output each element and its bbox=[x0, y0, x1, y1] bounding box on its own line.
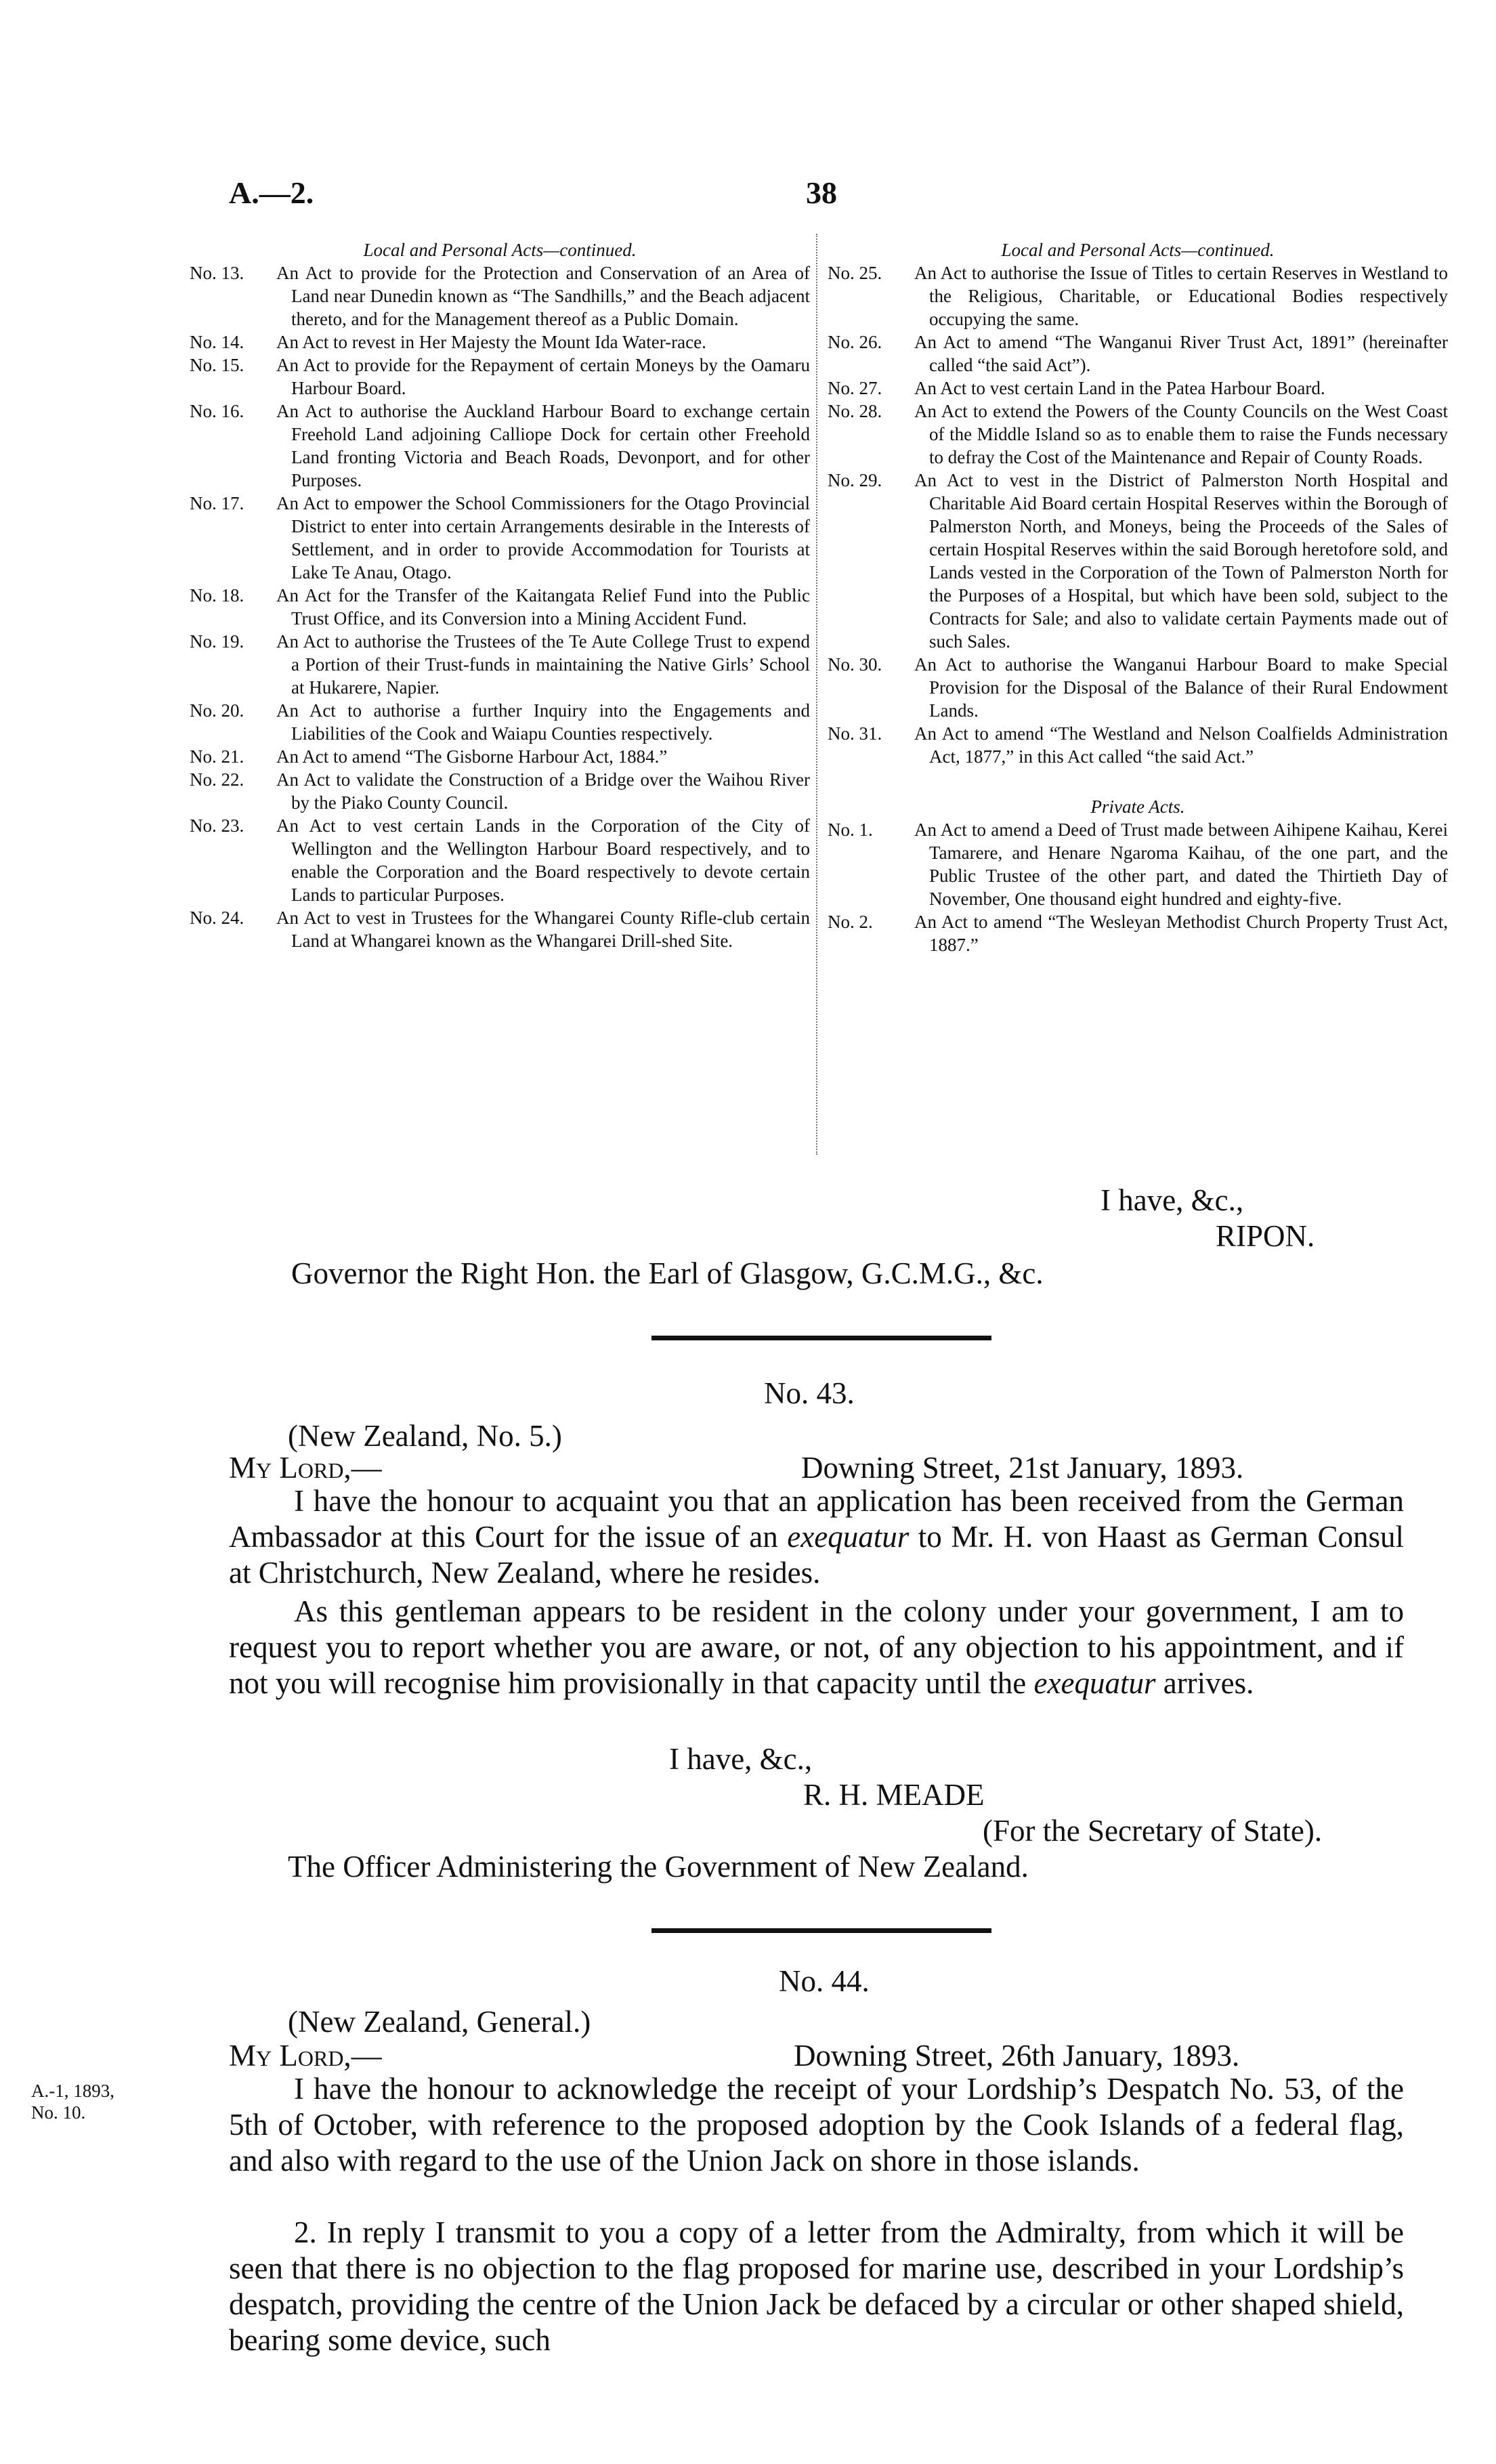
left-column bbox=[190, 238, 810, 952]
despatch-44-paragraph-1: I have the honour to acknowledge the receipt of your Lordship’s Despatch No. 53, of the 5th of October, with reference to the proposed adoption by the Cook Islands of a federal flag, and also with regard to the use of the Union Jack on shore in those islands. bbox=[229, 2072, 1404, 2178]
despatch-43-reference: (New Zealand, No. 5.) bbox=[288, 1419, 562, 1453]
act-title: An Act to authorise a further Inquiry into the Engagements and Liabilities of the Cook and Waiapu Counties respectively. bbox=[276, 700, 810, 744]
act-title: An Act to revest in Her Majesty the Mount Ida Water-race. bbox=[276, 332, 706, 352]
left-acts-list bbox=[190, 261, 810, 952]
act-entry bbox=[190, 354, 810, 400]
left-column-title: Local and Personal Acts—continued. bbox=[363, 240, 637, 260]
act-entry bbox=[190, 331, 810, 354]
act-number: No. 30. bbox=[828, 654, 882, 675]
act-number: No. 19. bbox=[190, 631, 244, 652]
act-number: No. 20. bbox=[190, 700, 244, 721]
right-acts-list bbox=[828, 261, 1448, 768]
act-number: No. 2. bbox=[828, 912, 873, 932]
act-number: No. 17. bbox=[190, 493, 244, 513]
act-number: No. 18. bbox=[190, 585, 244, 606]
act-number: No. 29. bbox=[828, 470, 882, 490]
margin-reference-line-1: A.-1, 1893, bbox=[31, 2081, 114, 2101]
act-title: An Act to provide for the Protection and Conservation of an Area of Land near Dunedin known as “The Sandhills,” and the Beach adjacent thereto, and for the Management thereof as a Public Domain. bbox=[276, 263, 810, 329]
section-divider-2 bbox=[651, 1928, 991, 1933]
act-title: An Act to authorise the Issue of Titles to certain Reserves in Westland to the Religious, Charitable, or Educational Bodies respectively occupying the same. bbox=[914, 263, 1448, 329]
act-title: An Act to extend the Powers of the County Councils on the West Coast of the Middle Island so as to enable them to raise the Funds necessary to defray the Cost of the Maintenance and Repair of County Roads. bbox=[914, 401, 1448, 467]
despatch-43-paragraph-2: As this gentleman appears to be resident in the colony under your government, I am to request you to report whether you are aware, or not, of any objection to his appointment, and if not you will recognise him provisionally in that capacity until the exequatur arrives. bbox=[229, 1594, 1404, 1700]
section-divider bbox=[651, 1336, 991, 1340]
act-number: No. 21. bbox=[190, 746, 244, 767]
act-entry bbox=[828, 722, 1448, 768]
act-number: No. 25. bbox=[828, 263, 882, 283]
act-entry bbox=[828, 653, 1448, 722]
act-entry bbox=[190, 745, 810, 768]
page-number: 38 bbox=[806, 175, 837, 210]
act-entry bbox=[828, 377, 1448, 400]
act-entry bbox=[190, 584, 810, 630]
act-number: No. 26. bbox=[828, 332, 882, 352]
act-entry bbox=[190, 699, 810, 745]
act-title: An Act to authorise the Trustees of the Te Aute College Trust to expend a Portion of their Trust-funds in maintaining the Native Girls’ School at Hukarere, Napier. bbox=[276, 631, 810, 698]
act-entry bbox=[828, 331, 1448, 377]
act-entry bbox=[190, 400, 810, 492]
act-entry bbox=[190, 261, 810, 331]
act-title: An Act to vest in Trustees for the Whangarei County Rifle-club certain Land at Whangarei known as the Whangarei Drill-shed Site. bbox=[276, 908, 810, 951]
act-entry bbox=[828, 818, 1448, 910]
act-title: An Act to amend “The Wesleyan Methodist Church Property Trust Act, 1887.” bbox=[914, 912, 1448, 955]
act-title: An Act to amend “The Wanganui River Trust Act, 1891” (hereinafter called “the said Act”). bbox=[914, 332, 1448, 375]
act-entry bbox=[828, 469, 1448, 653]
despatch-43-i-have: I have, &c., bbox=[669, 1742, 813, 1776]
act-number: No. 16. bbox=[190, 401, 244, 421]
private-acts-list bbox=[828, 818, 1448, 956]
private-acts-title: Private Acts. bbox=[1090, 796, 1185, 817]
act-title: An Act for the Transfer of the Kaitangata Relief Fund into the Public Trust Office, and its Conversion into a Mining Accident Fund. bbox=[276, 585, 810, 629]
act-title: An Act to provide for the Repayment of certain Moneys by the Oamaru Harbour Board. bbox=[276, 355, 810, 398]
despatch-44-salutation: My Lord,— bbox=[229, 2039, 382, 2073]
closing-i-have: I have, &c., bbox=[1100, 1183, 1244, 1217]
act-entry bbox=[190, 630, 810, 699]
despatch-43-salutation: My Lord,— bbox=[229, 1451, 382, 1485]
act-title: An Act to empower the School Commissioners for the Otago Provincial District to enter into certain Arrangements desirable in the Interests of Settlement, and in order to provide Accommodation for Tourists at Lake Te Anau, Otago. bbox=[276, 493, 810, 582]
act-title: An Act to validate the Construction of a Bridge over the Waihou River by the Piako County Council. bbox=[276, 769, 810, 813]
right-column bbox=[828, 238, 1448, 956]
despatch-43-paragraph-1: I have the honour to acquaint you that an application has been received from the German Ambassador at this Court for the issue of an exequatur to Mr. H. von Haast as German Consul at Christchurch, New Zealand, where he resides. bbox=[229, 1484, 1405, 1590]
act-number: No. 23. bbox=[190, 815, 244, 836]
act-title: An Act to authorise the Wanganui Harbour Board to make Special Provision for the Disposal of the Balance of their Rural Endowment Lands. bbox=[914, 654, 1448, 721]
despatch-44-number: No. 44. bbox=[779, 1964, 870, 1998]
despatch-43-signature-note: (For the Secretary of State). bbox=[983, 1814, 1323, 1848]
act-number: No. 15. bbox=[190, 355, 244, 375]
act-title: An Act to vest in the District of Palmerston North Hospital and Charitable Aid Board certain Hospital Reserves within the Borough of Palmerston North, and Moneys, being the Proceeds of the Sales of certain Hospital Reserves within the said Borough heretofore sold, and Lands vested in the Corporation of the Town of Palmerston North for the Purposes of a Hospital, but which have been sold, subject to the Contracts for Sale; and also to validate certain Payments made out of such Sales. bbox=[914, 470, 1448, 652]
act-entry bbox=[190, 906, 810, 952]
act-entry bbox=[190, 492, 810, 584]
act-entry bbox=[828, 400, 1448, 469]
margin-reference-line-2: No. 10. bbox=[31, 2102, 86, 2123]
despatch-44-paragraph-2: 2. In reply I transmit to you a copy of a letter from the Admiralty, from which it will be seen that there is no objection to the flag proposed for marine use, described in your Lordship’s despatch, providing the centre of the Union Jack be defaced by a circular or other shaped shield, bearing some device, such bbox=[229, 2215, 1404, 2357]
despatch-44-place-date: Downing Street, 26th January, 1893. bbox=[794, 2039, 1240, 2073]
act-title: An Act to authorise the Auckland Harbour Board to exchange certain Freehold Land adjoining Calliope Dock for certain other Freehold Land fronting Victoria and Beach Roads, Devonport, and for other Purposes. bbox=[276, 401, 810, 490]
despatch-43-addressee: The Officer Administering the Government of New Zealand. bbox=[288, 1850, 1029, 1884]
act-title: An Act to amend “The Westland and Nelson Coalfields Administration Act, 1877,” in this Act called “the said Act.” bbox=[914, 723, 1448, 767]
act-number: No. 28. bbox=[828, 401, 882, 421]
series-code: A.—2. bbox=[229, 175, 314, 210]
act-number: No. 13. bbox=[190, 263, 244, 283]
act-title: An Act to amend a Deed of Trust made between Aihipene Kaihau, Kerei Tamarere, and Henare Ngaroma Kaihau, of the one part, and the Public Trustee of the other part, and dated the Thirtieth Day of November, One thousand eight hundred and eighty-five. bbox=[914, 820, 1448, 909]
act-number: No. 22. bbox=[190, 769, 244, 790]
act-title: An Act to amend “The Gisborne Harbour Act, 1884.” bbox=[276, 746, 668, 767]
right-column-title: Local and Personal Acts—continued. bbox=[1001, 240, 1275, 260]
act-entry bbox=[828, 261, 1448, 331]
act-number: No. 1. bbox=[828, 820, 873, 840]
despatch-43-number: No. 43. bbox=[764, 1376, 855, 1410]
act-number: No. 31. bbox=[828, 723, 882, 744]
despatch-43-signature: R. H. MEADE bbox=[803, 1778, 985, 1812]
act-entry bbox=[828, 910, 1448, 956]
act-number: No. 24. bbox=[190, 908, 244, 928]
column-divider bbox=[816, 234, 818, 1155]
act-title: An Act to vest certain Lands in the Corporation of the City of Wellington and the Wellington Harbour Board respectively, and to enable the Corporation and the Board respectively to devote certain Lands to particular Purposes. bbox=[276, 815, 810, 905]
act-entry bbox=[190, 814, 810, 906]
act-entry bbox=[190, 768, 810, 814]
act-number: No. 14. bbox=[190, 332, 244, 352]
despatch-44-reference: (New Zealand, General.) bbox=[288, 2005, 591, 2039]
act-number: No. 27. bbox=[828, 378, 882, 398]
act-title: An Act to vest certain Land in the Patea Harbour Board. bbox=[914, 378, 1325, 398]
closing-addressee: Governor the Right Hon. the Earl of Glasgow, G.C.M.G., &c. bbox=[291, 1256, 1044, 1290]
despatch-43-place-date: Downing Street, 21st January, 1893. bbox=[801, 1451, 1244, 1485]
closing-signature: RIPON. bbox=[1216, 1219, 1315, 1253]
